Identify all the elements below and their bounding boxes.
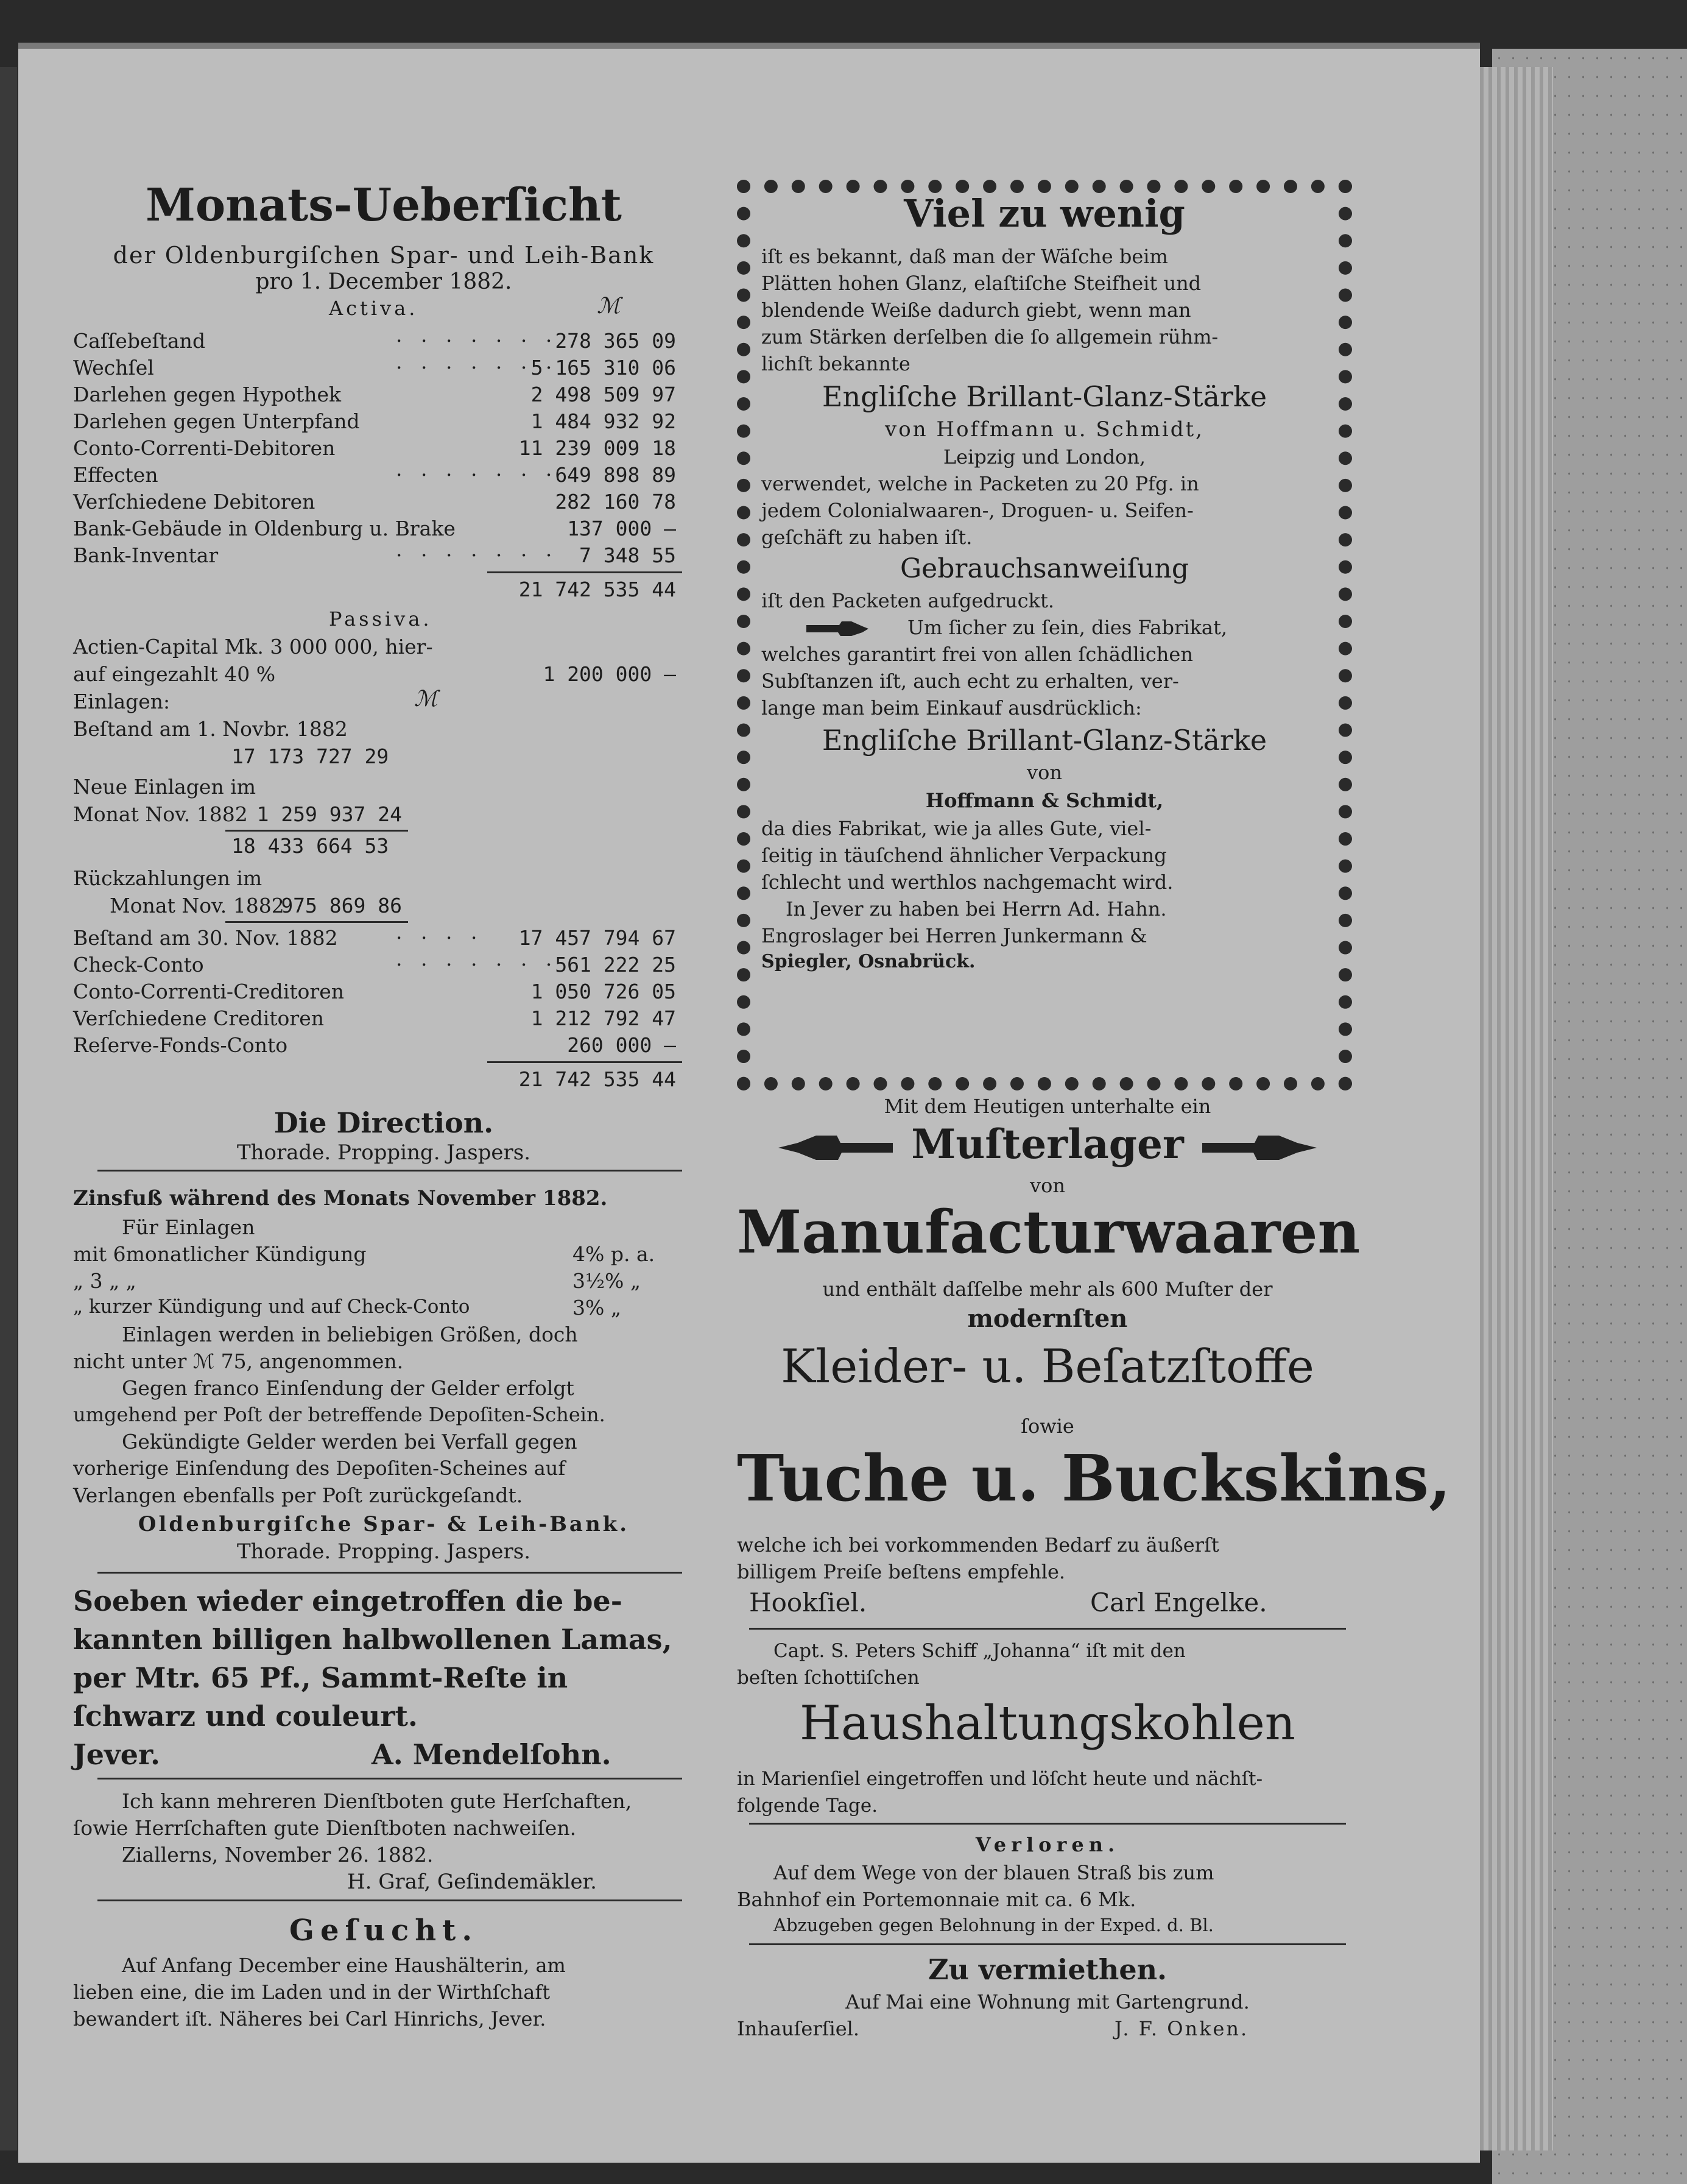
interest-text: Einlagen werden in beliebigen Größen, doch xyxy=(122,1323,578,1346)
passiva-total: 21 742 535 44 xyxy=(518,1067,676,1091)
household-coal-heading: Haushaltungskohlen xyxy=(799,1696,1296,1751)
mendelsohn-ad-line: per Mtr. 65 Pf., Sammt-Reſte in xyxy=(73,1661,568,1694)
starch-line: ſeitig in täuſchend ähnlicher Verpackung xyxy=(761,844,1167,867)
coal-ad-line: folgende Tage. xyxy=(737,1795,878,1817)
left-column xyxy=(73,49,694,2163)
graf-ad-line: Ziallerns, November 26. 1882. xyxy=(122,1843,434,1867)
modern-label: modernſten xyxy=(967,1304,1128,1333)
starch-line: Um ſicher zu ſein, dies Fabrikat, xyxy=(907,616,1227,639)
sum-rule xyxy=(225,830,408,832)
divider xyxy=(97,1572,682,1574)
direction-heading: Die Direction. xyxy=(273,1106,494,1139)
new-deposits-2: Monat Nov. 1882 xyxy=(73,802,248,826)
starch-line: Subſtanzen iſt, auch echt zu erhalten, ver- xyxy=(761,670,1179,693)
graf-signature: H. Graf, Geſindemäkler. xyxy=(347,1870,597,1894)
interest-text: Gegen franco Einſendung der Gelder erfolgt xyxy=(122,1376,574,1400)
interest-rate: 3½% „ xyxy=(572,1269,641,1293)
new-deposits-amount: 1 259 937 24 xyxy=(256,802,402,826)
for-rent-line: Auf Mai eine Wohnung mit Gartengrund. xyxy=(845,1990,1250,2013)
direction-names: Thorade. Propping. Jaspers. xyxy=(236,1140,531,1165)
starch-line: zum Stärken derſelben die ſo allgemein rühm- xyxy=(761,325,1219,348)
starch-title: Viel zu wenig xyxy=(904,191,1185,236)
mendelsohn-name: A. Mendelſohn. xyxy=(372,1738,611,1771)
starch-line: ſchlecht und werthlos nachgemacht wird. xyxy=(761,871,1174,894)
for-rent-place: Inhauſerſiel. xyxy=(737,2017,860,2040)
table-row: Conto-Correnti-Debitoren 11 239 009 18 xyxy=(73,436,676,460)
mendelsohn-place: Jever. xyxy=(73,1738,161,1771)
starch-maker-2: Hoffmann & Schmidt, xyxy=(925,789,1164,812)
bank-subtitle: der Oldenburgiſchen Spar- und Leih-Bank xyxy=(113,242,655,269)
graf-ad-line: Ich kann mehreren Dienſtboten gute Herſchaften, xyxy=(122,1789,632,1813)
starch-line: verwendet, welche in Packeten zu 20 Pfg. in xyxy=(761,472,1199,495)
interest-rate: 3% „ xyxy=(572,1296,621,1320)
starch-line: welches garantirt frei von allen ſchädlichen xyxy=(761,643,1193,666)
sample-store-intro: Mit dem Heutigen unterhalte ein xyxy=(884,1095,1211,1118)
starch-city: Leipzig und London, xyxy=(943,445,1146,468)
table-row: Conto-Correnti-Creditoren 1 050 726 05 xyxy=(73,980,676,1003)
sample-store-line: welche ich bei vorkommenden Bedarf zu äußerſt xyxy=(737,1533,1219,1557)
starch-line: lichſt bekannte xyxy=(761,352,910,375)
table-row: Bank-Inventar · · · · · · · 7 348 55 xyxy=(73,543,676,567)
table-row: Beſtand am 30. Nov. 1882 · · · · 17 457 794 67 xyxy=(73,926,676,950)
starch-line: lange man beim Einkauf ausdrücklich: xyxy=(761,696,1142,719)
for-rent-heading: Zu vermiethen. xyxy=(928,1953,1168,1986)
capital-amount: 1 200 000 — xyxy=(543,662,676,686)
manufactured-goods-heading: Manufacturwaaren xyxy=(737,1198,1361,1267)
pointing-hand-icon xyxy=(1200,1127,1322,1170)
report-date: pro 1. December 1882. xyxy=(255,269,512,294)
sample-store-name: Carl Engelke. xyxy=(1090,1588,1267,1617)
interest-rate: 4% p. a. xyxy=(572,1242,655,1266)
monthly-overview-title: Monats-Ueberſicht xyxy=(146,179,622,231)
divider xyxy=(97,1778,682,1779)
starch-line: blendende Weiße dadurch giebt, wenn man xyxy=(761,299,1191,322)
starch-usage-title: Gebrauchsanweiſung xyxy=(900,553,1189,584)
capital-line-2: auf eingezahlt 40 % xyxy=(73,662,276,686)
for-rent-name: J. F. Onken. xyxy=(1115,2017,1249,2040)
interest-text: umgehend per Poſt der betreffende Depoſiten-Schein. xyxy=(73,1403,605,1426)
divider xyxy=(97,1170,682,1172)
bank-signature: Oldenburgiſche Spar- & Leih-Bank. xyxy=(138,1512,630,1536)
table-row: Verſchiedene Debitoren 282 160 78 xyxy=(73,490,676,514)
sum-rule xyxy=(487,571,682,573)
starch-line: Spiegler, Osnabrück. xyxy=(761,951,976,972)
divider xyxy=(97,1900,682,1901)
lost-line: Auf dem Wege von der blauen Straß bis zum xyxy=(773,1861,1214,1884)
starch-product-2: Engliſche Brillant-Glanz-Stärke xyxy=(822,724,1267,757)
book-spine xyxy=(0,67,17,2150)
table-row: Darlehen gegen Unterpfand 1 484 932 92 xyxy=(73,409,676,433)
sample-store-line: billigem Preiſe beſtens empfehle. xyxy=(737,1560,1066,1583)
right-column xyxy=(737,49,1451,2163)
interest-text: Verlangen ebenfalls per Poſt zurückgeſandt. xyxy=(73,1483,523,1507)
table-row: Check-Conto · · · · · · · 561 222 25 xyxy=(73,953,676,977)
interest-row: „ kurzer Kündigung und auf Check-Conto xyxy=(73,1296,470,1318)
mendelsohn-ad-line: Soeben wieder eingetroffen die be- xyxy=(73,1585,622,1617)
starch-line: jedem Colonialwaaren-, Droguen- u. Seifen- xyxy=(761,499,1194,522)
starch-line: da dies Fabrikat, wie ja alles Gute, viel- xyxy=(761,817,1152,840)
coal-ad-line: Capt. S. Peters Schiff „Johanna“ iſt mit den xyxy=(773,1640,1186,1662)
new-deposits-1: Neue Einlagen im xyxy=(73,775,256,799)
cloth-buckskins-heading: Tuche u. Buckskins, xyxy=(737,1441,1451,1516)
lost-line: Bahnhof ein Portemonnaie mit ca. 6 Mk. xyxy=(737,1888,1136,1911)
withdrawals-amount: 975 869 86 xyxy=(281,894,402,917)
sample-store-line: und enthält daſſelbe mehr als 600 Muſter der xyxy=(822,1278,1273,1301)
table-row: Effecten · · · · · · · 649 898 89 xyxy=(73,463,676,487)
pointing-hand-icon xyxy=(804,617,871,641)
table-row: Bank-Gebäude in Oldenburg u. Brake 137 000 — xyxy=(73,517,676,540)
interest-text: vorherige Einſendung des Depoſiten-Scheines auf xyxy=(73,1457,566,1480)
page-edges xyxy=(1480,67,1553,2150)
wanted-line: Auf Anfang December eine Haushälterin, am xyxy=(122,1954,566,1977)
table-row: Caſſebeſtand · · · · · · · 278 365 09 xyxy=(73,329,676,353)
withdrawals-2: Monat Nov. 1882 xyxy=(110,894,284,917)
balance-nov1-amount: 17 173 727 29 xyxy=(231,744,389,768)
interest-row: „ 3 „ „ xyxy=(73,1269,136,1293)
graf-ad-line: ſowie Herrſchaften gute Dienſtboten nachweiſen. xyxy=(73,1816,577,1840)
currency-mark-2: ℳ xyxy=(414,687,438,712)
activa-heading: Activa. xyxy=(329,297,418,320)
bank-signature-names: Thorade. Propping. Jaspers. xyxy=(236,1539,531,1564)
wanted-line: lieben eine, die im Laden und in der Wirthſchaft xyxy=(73,1981,551,2004)
starch-product: Engliſche Brillant-Glanz-Stärke xyxy=(822,380,1267,413)
coal-ad-line: in Marienſiel eingetroffen und löſcht heute und nächſt- xyxy=(737,1768,1263,1790)
interest-intro: Für Einlagen xyxy=(122,1215,255,1239)
deposits-label: Einlagen: xyxy=(73,690,171,713)
table-row: Verſchiedene Creditoren 1 212 792 47 xyxy=(73,1006,676,1030)
starch-line: geſchäft zu haben iſt. xyxy=(761,526,973,549)
interest-row: mit 6monatlicher Kündigung xyxy=(73,1242,367,1266)
table-row: Darlehen gegen Hypothek 2 498 509 97 xyxy=(73,383,676,406)
starch-line: Engroslager bei Herren Junkermann & xyxy=(761,924,1147,947)
coal-ad-line: beſten ſchottiſchen xyxy=(737,1667,920,1689)
starch-maker: von Hoffmann u. Schmidt, xyxy=(885,417,1204,442)
balance-nov1: Beſtand am 1. Novbr. 1882 xyxy=(73,717,348,741)
starch-line: iſt es bekannt, daß man der Wäſche beim xyxy=(761,245,1168,268)
sample-store-title: Muſterlager xyxy=(911,1120,1184,1168)
wanted-heading: Geſucht. xyxy=(289,1914,479,1948)
passiva-heading: Passiva. xyxy=(329,607,432,631)
sample-store-place: Hookſiel. xyxy=(749,1588,867,1617)
lost-heading: Verloren. xyxy=(975,1833,1120,1856)
capital-line-1: Actien-Capital Mk. 3 000 000, hier- xyxy=(73,635,433,659)
interest-text: Gekündigte Gelder werden bei Verfall gegen xyxy=(122,1430,577,1454)
fabrics-heading: Kleider- u. Beſatzſtoffe xyxy=(781,1339,1314,1393)
mendelsohn-ad-line: kannten billigen halbwollenen Lamas, xyxy=(73,1623,672,1656)
sum-rule xyxy=(487,1061,682,1063)
sum-rule xyxy=(225,921,408,923)
currency-mark: ℳ xyxy=(597,294,621,319)
divider xyxy=(749,1628,1346,1630)
starch-usage-line: iſt den Packeten aufgedruckt. xyxy=(761,589,1054,612)
divider xyxy=(749,1943,1346,1945)
starch-von: von xyxy=(1027,761,1062,784)
sowie-label: ſowie xyxy=(1021,1415,1074,1438)
interest-text: nicht unter ℳ 75, angenommen. xyxy=(73,1349,404,1373)
table-row: Wechſel · · · · · · · 5 165 310 06 xyxy=(73,356,676,380)
activa-total: 21 742 535 44 xyxy=(518,578,676,601)
starch-ad xyxy=(761,191,1328,1072)
lost-line: Abzugeben gegen Belohnung in der Exped. d. Bl. xyxy=(773,1915,1214,1935)
wanted-line: bewandert iſt. Näheres bei Carl Hinrichs, Jever. xyxy=(73,2007,546,2030)
interest-title: Zinsfuß während des Monats November 1882. xyxy=(73,1186,608,1210)
divider xyxy=(749,1823,1346,1825)
subtotal: 18 433 664 53 xyxy=(231,834,389,858)
starch-line: In Jever zu haben bei Herrn Ad. Hahn. xyxy=(786,897,1167,921)
withdrawals-1: Rückzahlungen im xyxy=(73,866,262,890)
sample-store-von: von xyxy=(1030,1174,1065,1197)
mendelsohn-ad-line: ſchwarz und couleurt. xyxy=(73,1700,418,1733)
starch-line: Plätten hohen Glanz, elaſtiſche Steifheit und xyxy=(761,272,1202,295)
newspaper-page xyxy=(18,43,1480,2163)
table-row: Reſerve-Fonds-Conto 260 000 — xyxy=(73,1033,676,1057)
